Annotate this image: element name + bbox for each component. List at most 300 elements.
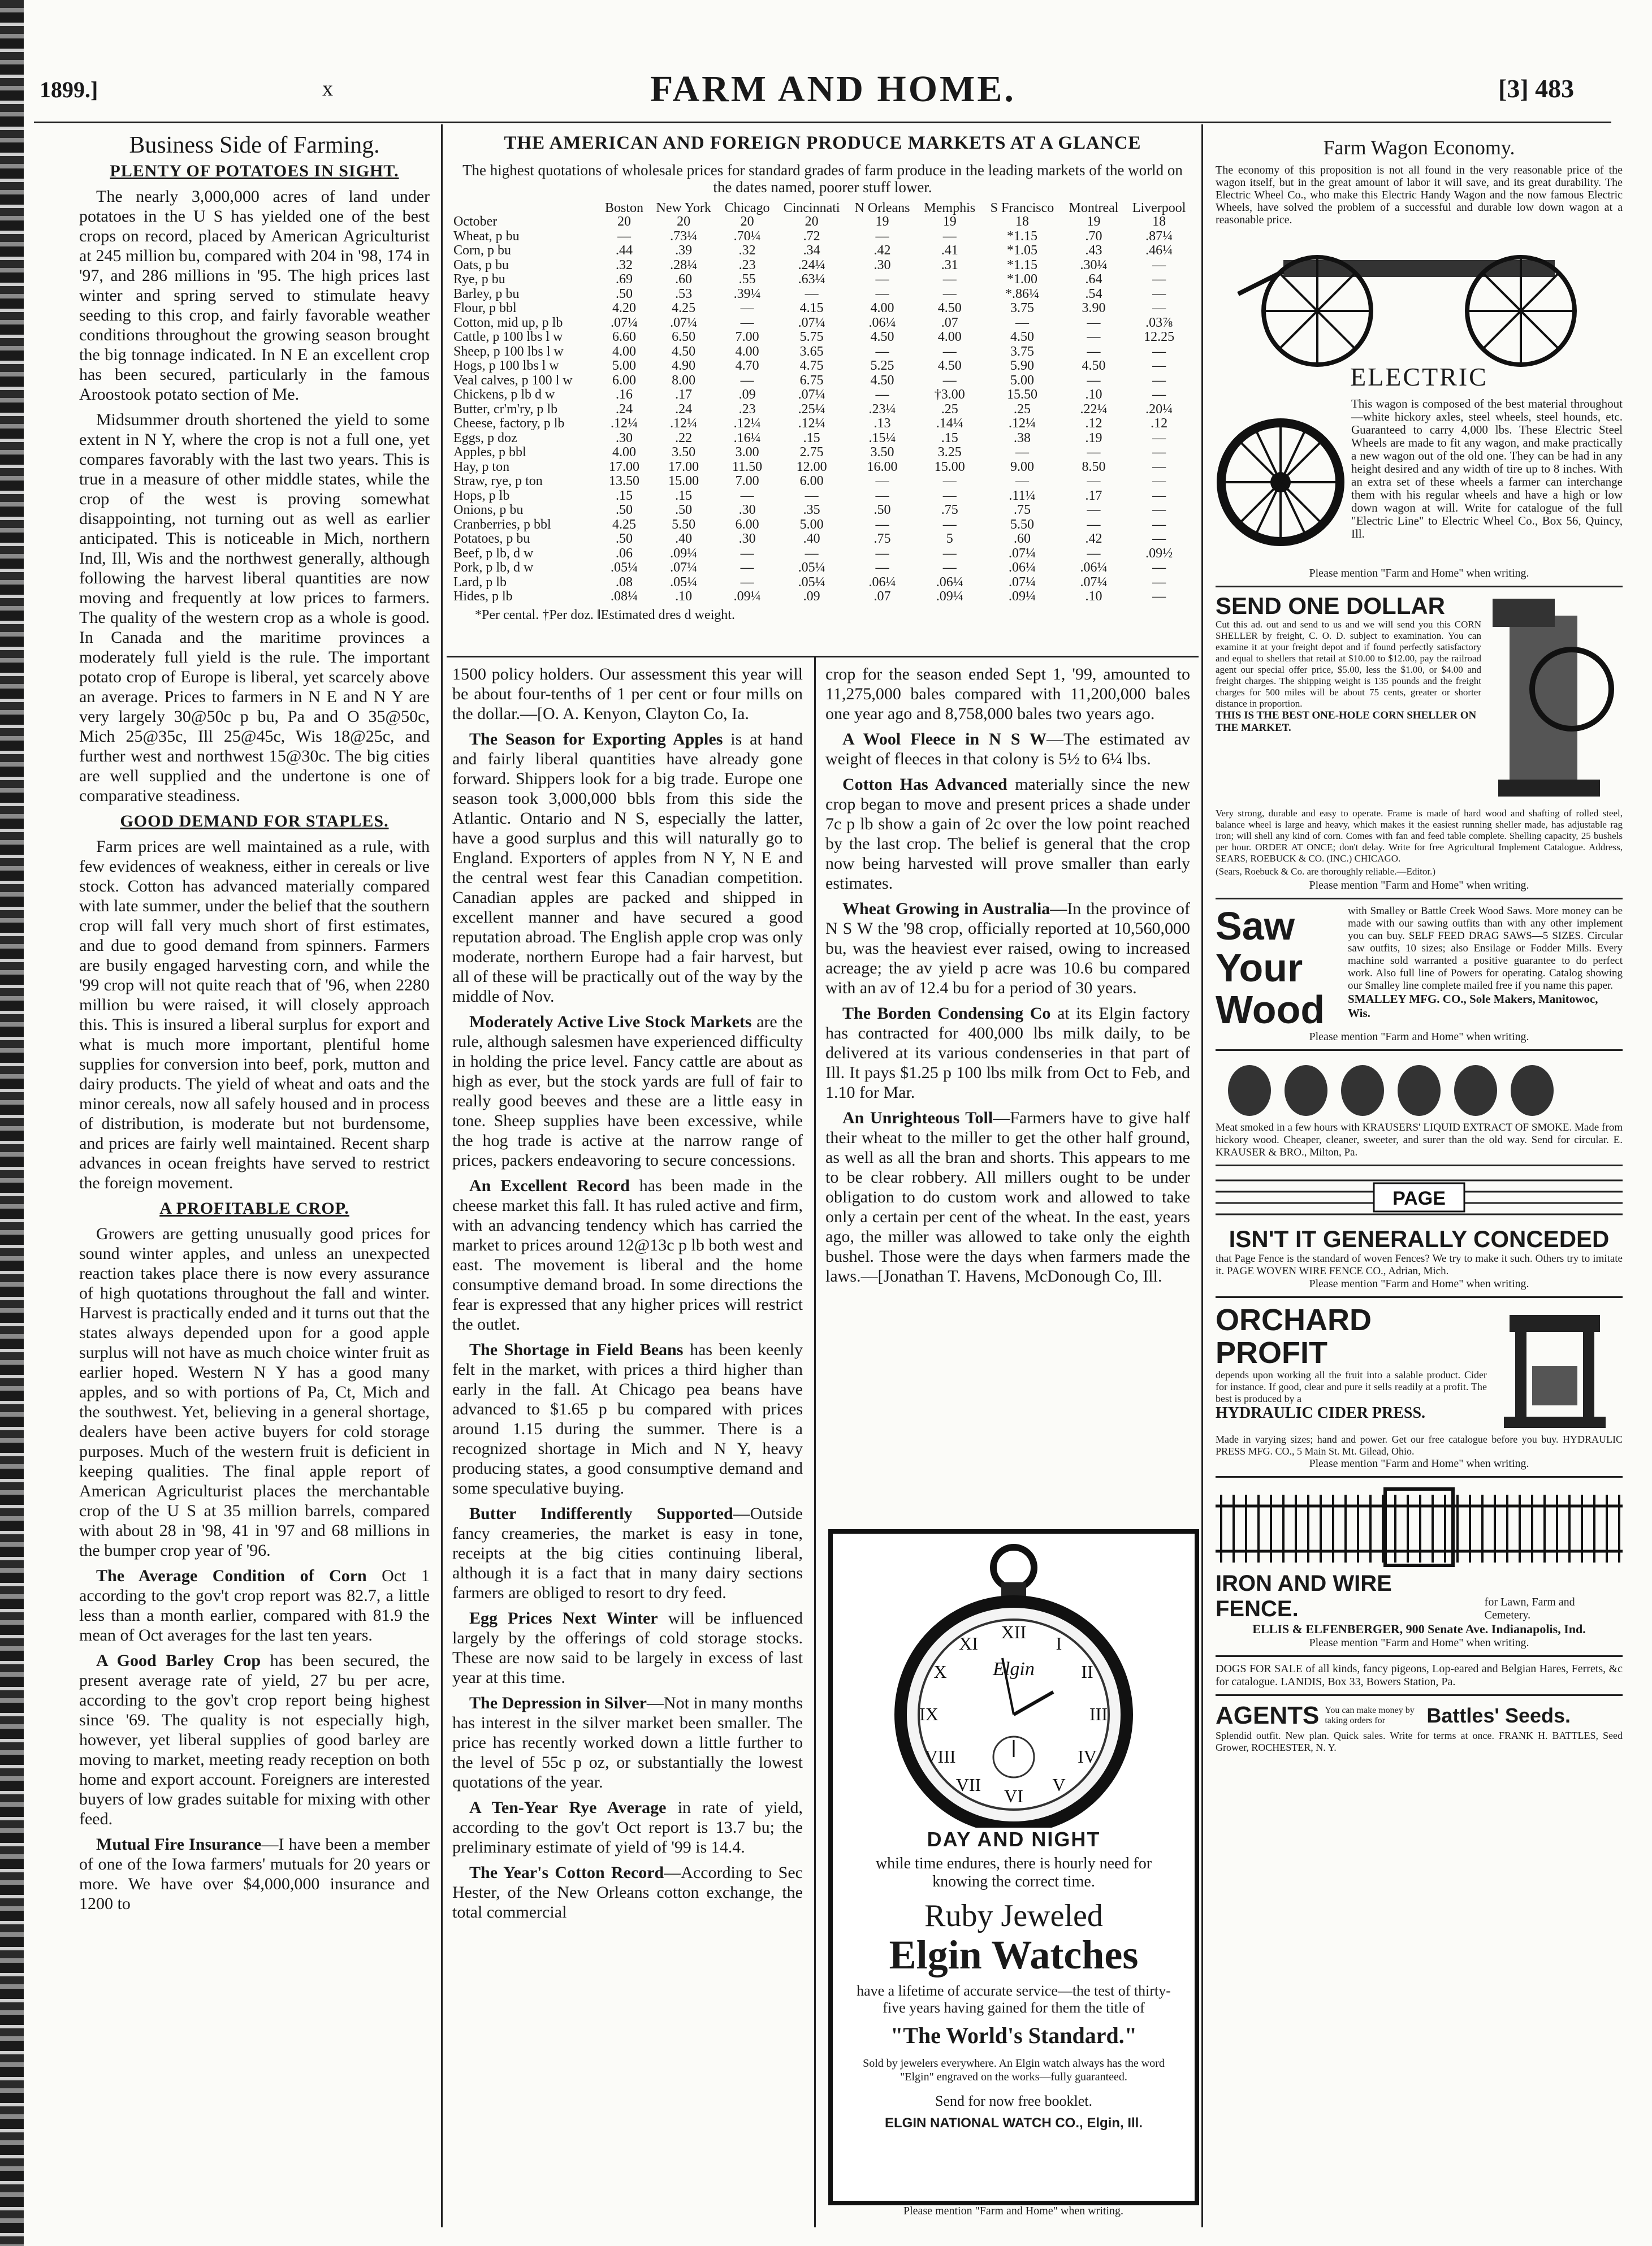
price-cell: — [942, 286, 957, 301]
paragraph-body: is at hand and fairly liberal quantities have already gone forward. Shippers look for a big trade. Europe one season took 3,000,000 bbls from this side the Atlantic. Ontario and N S, especially the latter, have a good surplus and this will naturally go to England. Exporters of apples from N Y, N E and the central west fear this Canadian competition. Canadian apples are packed and shipped in excellent manner and have secured a good reputation abroad. The English apple crop was only moderate, northern Europe had a fair harvest, but all of these will be practically out of the way by the middle of Nov. [452, 730, 803, 1006]
paragraph-body: has been keenly felt in the market, with prices a third higher than early in the fall. At Chicago pea beans have advanced to $1.65 p bu compared with prices around 1.15 during the summer. There is a recognized shortage in Mich and N Y, heavy producing states, a good consumptive demand and some speculative buying. [452, 1340, 803, 1498]
table-row [452, 417, 1193, 431]
article-paragraph [452, 729, 803, 1006]
svg-text:XI: XI [959, 1633, 978, 1654]
paragraph-lead: The Year's Cotton Record [469, 1863, 664, 1882]
price-cell: .53 [675, 286, 693, 301]
ad-divider [1216, 1165, 1623, 1166]
price-cell: 20 [740, 214, 754, 229]
price-cell: .25¼ [798, 401, 825, 417]
price-cell: †3.00 [934, 387, 965, 402]
price-cell: .30¼ [1080, 257, 1108, 272]
price-cell: — [740, 560, 754, 575]
price-cell: .50 [675, 503, 693, 517]
page-fence-label: PAGE [1392, 1188, 1446, 1209]
price-cell: .15 [803, 430, 820, 445]
table-row [452, 575, 1193, 590]
price-cell: .38 [1013, 430, 1031, 445]
price-cell: .07¼ [798, 315, 825, 330]
wagon-ad-text: The economy of this proposition is not all found in the very reasonable price of the wagon itself, but in the great amount of labor it will save, and its great durability. The Electric Wheel Co., who make this Electric Handy Wagon and the now famous Electric Wheels, have solved the problem of a successful and durable low down wagon at a reasonable price. [1216, 164, 1623, 226]
wagon-mention: Please mention "Farm and Home" when writing. [1309, 567, 1529, 579]
price-cell: .08 [616, 574, 633, 590]
price-cell: — [1152, 459, 1166, 474]
row-label: Corn, p bu [453, 243, 511, 258]
watch-dial-brand: Elgin [993, 1659, 1035, 1680]
price-cell: .24 [675, 401, 693, 417]
date-row [452, 215, 1193, 230]
row-label: Cheese, factory, p lb [453, 416, 565, 431]
svg-text:IV: IV [1078, 1746, 1097, 1767]
svg-text:VI: VI [1004, 1786, 1023, 1806]
orchard-mention: Please mention "Farm and Home" when writing. [1309, 1457, 1529, 1470]
table-row [452, 316, 1193, 331]
row-label: Barley, p bu [453, 286, 520, 301]
hams-illustration [1216, 1057, 1623, 1119]
price-cell: — [942, 344, 957, 359]
price-cell: .07¼ [1080, 574, 1108, 590]
table-row [452, 374, 1193, 388]
table-row [452, 330, 1193, 345]
ad-subheadline: while time endures, there is hourly need for knowing the correct time. [875, 1855, 1152, 1890]
price-cell: — [1152, 503, 1166, 517]
article-paragraph [452, 1608, 803, 1687]
price-cell: .23 [738, 401, 756, 417]
column-header-market: Liverpool [1132, 201, 1186, 215]
table-row [452, 359, 1193, 374]
price-cell: 8.50 [1082, 459, 1106, 474]
price-cell: .10 [1085, 387, 1102, 402]
price-cell: 8.00 [672, 373, 696, 388]
ad-divider [1216, 1049, 1623, 1051]
price-cell: .05¼ [798, 560, 825, 575]
table-row [452, 301, 1193, 316]
heading-potatoes: PLENTY OF POTATOES IN SIGHT. [110, 162, 399, 180]
price-cell: .60 [1013, 531, 1031, 546]
column-header-market: S Francisco [990, 201, 1054, 215]
price-cell: 6.75 [799, 373, 824, 388]
paragraph-lead: The Season for Exporting Apples [469, 730, 723, 748]
price-cell: 4.90 [672, 358, 696, 373]
table-row [452, 561, 1193, 575]
price-cell: — [1152, 430, 1166, 445]
iron-fence-illustration [1216, 1483, 1623, 1568]
price-cell: .24 [616, 401, 633, 417]
price-cell: — [1152, 589, 1166, 604]
column-header-market: N Orleans [854, 201, 910, 215]
price-cell: .50 [616, 531, 633, 546]
price-cell: — [740, 546, 754, 561]
svg-text:X: X [933, 1661, 947, 1682]
price-cell: — [740, 301, 754, 315]
article-paragraph [79, 1834, 430, 1914]
price-cell: 13.50 [609, 474, 639, 488]
price-cell: .06¼ [1080, 560, 1108, 575]
price-cell: 6.00 [735, 517, 759, 532]
iron-fence-company: ELLIS & ELFENBERGER, 900 Senate Ave. Indianapolis, Ind. [1252, 1622, 1586, 1636]
price-cell: — [875, 474, 889, 488]
price-cell: 6.00 [799, 474, 824, 488]
price-cell: .09¼ [1008, 589, 1036, 604]
price-cell: — [942, 228, 957, 244]
price-cell: — [1087, 315, 1101, 330]
row-label: Hogs, p 100 lbs l w [453, 358, 559, 373]
elgin-watch-ad [828, 1529, 1199, 2205]
ad-line2: Elgin Watches [889, 1932, 1139, 1977]
price-cell: .11¼ [1009, 488, 1036, 503]
row-label: October [453, 214, 498, 229]
article-paragraph [825, 1108, 1190, 1286]
wagon-brand: ELECTRIC [1350, 362, 1488, 391]
row-label: Butter, cr'm'ry, p lb [453, 401, 558, 417]
table-row [452, 590, 1193, 604]
price-cell: 4.50 [1082, 358, 1106, 373]
table-row [452, 388, 1193, 403]
paragraph-lead: The Borden Condensing Co [842, 1004, 1051, 1023]
ad-body: have a lifetime of accurate service—the test of thirty-five years having gained for them the title of [857, 1983, 1171, 2016]
ad-divider [1216, 586, 1623, 587]
price-cell: 4.00 [612, 445, 636, 460]
price-cell: 15.50 [1006, 387, 1037, 402]
price-cell: 4.50 [937, 301, 962, 315]
corn-sheller-ad-text-2: Very strong, durable and easy to operate. Frame is made of hard wood and shafting of rolled steel, balance wheel is large and heavy, which makes it the easiest running sheller made, has adjustable rag iron; will shell any kind of corn. Comes with fan and feed table complete. Shelling capacity, 25 bushels per hour. ORDER AT ONCE; don't delay. Write for free Agricultural Implement Catalogue. Address, SEARS, ROEBUCK & CO. (INC.) CHICAGO. [1216, 808, 1623, 864]
price-cell: *1.15 [1006, 257, 1037, 272]
price-cell: .06 [616, 546, 633, 561]
price-cell: 11.50 [732, 459, 763, 474]
row-label: Lard, p lb [453, 574, 507, 590]
price-cell: .17 [675, 387, 693, 402]
price-cell: — [1152, 373, 1166, 388]
price-cell: .41 [941, 243, 958, 258]
paragraph-lead: Butter Indifferently Supported [469, 1504, 733, 1523]
price-cell: .63¼ [798, 272, 825, 287]
price-cell: 4.50 [937, 358, 962, 373]
price-cell: .09 [803, 589, 820, 604]
price-cell: *1.15 [1006, 228, 1037, 244]
price-cell: — [942, 474, 957, 488]
saw-ad-company: SMALLEY MFG. CO., Sole Makers, Manitowoc, Wis. [1348, 992, 1598, 1020]
page-header [0, 45, 1652, 124]
svg-text:III: III [1089, 1704, 1108, 1724]
scan-edge-artifact [0, 0, 24, 2246]
price-cell: — [942, 373, 957, 388]
price-cell: 3.75 [1010, 301, 1034, 315]
price-cell: — [1152, 531, 1166, 546]
article-paragraph [452, 1176, 803, 1334]
price-cell: .20¼ [1145, 401, 1173, 417]
price-cell: 18 [1015, 214, 1029, 229]
price-cell: .16¼ [733, 430, 761, 445]
ad-line1: Ruby Jeweled [924, 1898, 1103, 1933]
paragraph-body: —Not in many months has interest in the silver market been smaller. The price has recently worked down a little further to the level of 55c p oz, or substantially the lowest quotations of the year. [452, 1694, 803, 1791]
table-row [452, 547, 1193, 561]
price-cell: .35 [803, 503, 820, 517]
price-cell: — [942, 560, 957, 575]
price-cell: — [805, 546, 819, 561]
column-header-market: Memphis [924, 201, 976, 215]
price-cell: 3.00 [735, 445, 759, 460]
table-row [452, 403, 1193, 417]
corn-sheller-ad-note: (Sears, Roebuck & Co. are thoroughly reliable.—Editor.) [1216, 866, 1436, 877]
paragraph-lead: Cotton Has Advanced [842, 775, 1007, 794]
price-cell: 5 [946, 531, 953, 546]
price-cell: .70 [1085, 228, 1102, 244]
paragraph-body: materially since the new crop began to move and present prices a shade under 7c p lb show a gain of 2c over the low point reached by the last crop. The belief is general that the crop now being harvested will prove smaller than early estimates. [825, 775, 1190, 893]
corn-sheller-ad-title: SEND ONE DOLLAR [1216, 592, 1446, 619]
price-cell: .08¼ [611, 589, 638, 604]
corn-sheller-mention: Please mention "Farm and Home" when writing. [1309, 879, 1529, 892]
svg-text:VIII: VIII [924, 1746, 956, 1767]
ad-divider [1216, 898, 1623, 899]
agents-ad-sub: You can make money by taking orders for [1325, 1706, 1415, 1725]
price-cell: .03⅞ [1145, 315, 1173, 330]
row-label: Pork, p lb, d w [453, 560, 534, 575]
row-label: Wheat, p bu [453, 228, 520, 244]
row-label: Beef, p lb, d w [453, 546, 534, 561]
orchard-ad-text-2: Made in varying sizes; hand and power. Get our free catalogue before you buy. HYDRAULIC PRESS MFG. CO., 5 Main St. Mt. Gilead, Ohio. [1216, 1434, 1623, 1457]
price-cell: .19 [1085, 430, 1102, 445]
price-cell: .70¼ [733, 228, 761, 244]
price-cell: .55 [738, 272, 756, 287]
price-cell: .40 [675, 531, 693, 546]
ad-divider [1216, 1694, 1623, 1696]
price-cell: — [1152, 344, 1166, 359]
price-cell: .07¼ [670, 315, 698, 330]
table-bottom-rule [447, 656, 1199, 657]
table-row [452, 272, 1193, 287]
section-title: Business Side of Farming. [129, 132, 380, 158]
price-cell: 7.00 [735, 474, 759, 488]
price-cell: .75 [1013, 503, 1031, 517]
price-cell: — [740, 574, 754, 590]
price-cell: 18 [1152, 214, 1166, 229]
paragraph-lead: Mutual Fire Insurance [96, 1835, 262, 1854]
saw-ad-headline: Saw Your Wood [1216, 904, 1325, 1032]
price-cell: .22¼ [1080, 401, 1108, 417]
price-cell: .24¼ [798, 257, 825, 272]
price-cell: — [1087, 517, 1101, 532]
paragraph-lead: A Wool Fleece in N S W [842, 730, 1047, 748]
price-cell: .12¼ [670, 416, 698, 431]
ad-booklet-offer: Send for now free booklet. [935, 2093, 1092, 2109]
table-intro: The highest quotations of wholesale prices for standard grades of farm produce in the leading markets of the world on the dates named, poorer stuff lower. [462, 162, 1183, 196]
paragraph-body: —According to Sec Hester, of the New Orleans cotton exchange, the total commercial [452, 1863, 803, 1922]
svg-text:I: I [1056, 1633, 1062, 1654]
row-label: Flour, p bbl [453, 301, 517, 315]
price-cell: .05¼ [798, 574, 825, 590]
article-paragraph: The nearly 3,000,000 acres of land under potatoes in the U S has yielded one of the best crops on record, placed by American Agriculturist at 245 million bu, compared with 204 in '98, 174 in '97, and 286 millions in '95. The high prices last winter and spring served to stimulate heavy seeding to this crop, and fairly favorable weather conditions throughout the growing season brought the big tonnage indicated. In N E an excellent crop has been secured, particularly in the famous Aroostook potato section of Me. [79, 187, 430, 404]
row-label: Chickens, p lb d w [453, 387, 555, 402]
price-cell: 4.00 [937, 330, 962, 344]
price-cell: .42 [1085, 531, 1102, 546]
agents-ad-title: AGENTS [1216, 1702, 1320, 1729]
paragraph-body: at its Elgin factory has contracted for 400,000 lbs milk daily, to be delivered at its various condenseries in that part of Ill. It pays $1.25 p 100 lbs milk from Oct to Feb, and 1.10 for Mar. [825, 1004, 1190, 1102]
row-label: Hay, p ton [453, 459, 510, 474]
price-cell: .46¼ [1145, 243, 1173, 258]
price-cell: — [805, 286, 819, 301]
iron-fence-mention: Please mention "Farm and Home" when writing. [1309, 1637, 1529, 1649]
wagon-ad-title: Farm Wagon Economy. [1323, 136, 1515, 159]
page-fence-title: ISN'T IT GENERALLY CONCEDED [1229, 1226, 1610, 1252]
article-paragraph [452, 1340, 803, 1498]
price-cell: .43 [1085, 243, 1102, 258]
column-header-market: Chicago [724, 201, 770, 215]
steel-wheel-illustration [1216, 397, 1346, 567]
table-body [452, 215, 1193, 604]
price-cell: — [1152, 445, 1166, 460]
price-cell: .09¼ [733, 589, 761, 604]
paragraph-body: has been secured, the present average rate of yield, 27 bu per acre, according to the gov't crop report being highest since '69. The quality is not especially high, however, yet liberal supplies of good barley are moving to market, meeting ready reception on both home and export account. Foreigners are interested buyers of low grades suitable for mixing with other feed. [79, 1651, 430, 1828]
price-cell: 19 [942, 214, 957, 229]
header-rule [34, 122, 1611, 123]
price-cell: 4.20 [612, 301, 636, 315]
paragraph-lead: A Ten-Year Rye Average [469, 1798, 667, 1817]
price-cell: .07¼ [1008, 546, 1036, 561]
price-cell: — [1152, 286, 1166, 301]
column-rule-3 [1201, 124, 1203, 2227]
column-2 [452, 664, 803, 1928]
price-cell: 2.75 [799, 445, 824, 460]
price-cell: .07¼ [670, 560, 698, 575]
fence-illustration [1216, 1172, 1623, 1223]
price-cell: — [875, 286, 889, 301]
table-row [452, 345, 1193, 360]
corn-sheller-ad-bold: THIS IS THE BEST ONE-HOLE CORN SHELLER ON THE MARKET. [1216, 709, 1477, 734]
iron-fence-sub: for Lawn, Farm and Cemetery. [1484, 1596, 1575, 1621]
price-cell: .54 [1085, 286, 1102, 301]
price-cell: 4.00 [870, 301, 894, 315]
article-paragraph [825, 1003, 1190, 1102]
price-cell: — [1015, 315, 1029, 330]
article-paragraph: Farm prices are well maintained as a rule, with few evidences of weakness, either in cereals or live stock. Cotton has advanced materially compared with late summer, under the belief that the southern crop will fall very much short of first estimates, and due to good demand from spinners. Farmers are busily engaged harvesting corn, and while the '99 crop will not quite reach that of '96, when 2280 million bu were raised, it will closely approach this. This is insured a liberal surplus for export and what is much more important, plentiful home supplies for conversion into beef, pork, mutton and dairy products. The yield of wheat and oats and the minor cereals, now all safely housed and in process of distribution, is moderate but not burdensome, and prices are fairly well maintained. Recent sharp advances in ocean freights have served to restrict the foreign movement. [79, 837, 430, 1192]
row-label: Onions, p bu [453, 503, 524, 517]
price-cell: 4.70 [735, 358, 759, 373]
row-label: Cotton, mid up, p lb [453, 315, 563, 330]
price-cell: — [875, 344, 889, 359]
price-cell: — [1087, 445, 1101, 460]
price-cell: .23¼ [868, 401, 896, 417]
header-mark: x [322, 77, 333, 101]
price-cell: 15.00 [668, 474, 699, 488]
price-cell: .25 [1013, 401, 1031, 417]
row-label: Oats, p bu [453, 257, 509, 272]
article-paragraph [452, 1863, 803, 1922]
price-cell: 5.90 [1010, 358, 1034, 373]
price-cell: .39 [675, 243, 693, 258]
price-cell: .31 [941, 257, 958, 272]
table-row [452, 503, 1193, 518]
price-cell: .30 [738, 531, 756, 546]
price-cell: .07 [941, 315, 958, 330]
article-paragraph [452, 1504, 803, 1603]
price-cell: — [1087, 546, 1101, 561]
paragraph-body: in rate of yield, according to the gov't Oct report is 13.7 bu; the preliminary estimate of yield of '99 is 14.4. [452, 1798, 803, 1856]
price-cell: — [875, 488, 889, 503]
price-cell: — [875, 387, 889, 402]
column-header-market: New York [656, 201, 711, 215]
price-cell: .25 [941, 401, 958, 417]
price-cell: .60 [675, 272, 693, 287]
price-cell: 9.00 [1010, 459, 1034, 474]
ad-company: ELGIN NATIONAL WATCH CO., Elgin, Ill. [885, 2115, 1143, 2131]
price-cell: — [1152, 560, 1166, 575]
row-label: Veal calves, p 100 l w [453, 373, 573, 388]
price-cell: 16.00 [867, 459, 898, 474]
table-row [452, 230, 1193, 244]
price-cell: .15¼ [868, 430, 896, 445]
column-header-market: Cincinnati [783, 201, 840, 215]
produce-markets-table-block [452, 133, 1193, 623]
price-cell: 20 [617, 214, 631, 229]
price-cell: .13 [873, 416, 891, 431]
price-cell: .50 [616, 503, 633, 517]
paragraph-body: Oct 1 according to the gov't crop report was 82.7, a little less than a month earlier, compared with 81.9 the mean of Oct averages for the last ten years. [79, 1566, 430, 1645]
ad-quote: "The World's Standard." [890, 2023, 1137, 2048]
price-cell: 5.00 [799, 517, 824, 532]
table-row [452, 287, 1193, 302]
article-paragraph [452, 1798, 803, 1857]
wagon-illustration [1216, 226, 1623, 373]
price-cell: .22 [675, 430, 693, 445]
paragraph-body: —I have been a member of one of the Iowa farmers' mutuals for 20 years or more. We have over $4,000,000 insurance and 1200 to [79, 1835, 430, 1913]
price-cell: — [1152, 517, 1166, 532]
price-cell: .34 [803, 243, 820, 258]
paragraph-lead: An Unrighteous Toll [842, 1109, 993, 1127]
price-cell: — [875, 272, 889, 287]
price-cell: — [875, 546, 889, 561]
paragraph-lead: An Excellent Record [469, 1176, 630, 1195]
svg-text:V: V [1052, 1775, 1066, 1795]
column-header-market: Boston [605, 201, 644, 215]
row-label: Rye, p bu [453, 272, 505, 287]
price-cell: .12¼ [798, 416, 825, 431]
paragraph-body: has been made in the cheese market this fall. It has ruled active and firm, with an advancing tendency which has carried the market to prices around 12@13c p lb both west and east. The movement is liberal and the home consumptive demand broad. In some directions the fear is expressed that any higher prices will restrict the outlet. [452, 1176, 803, 1334]
price-cell: .30 [616, 430, 633, 445]
price-cell: — [942, 517, 957, 532]
article-paragraph [79, 1651, 430, 1829]
price-cell: .17 [1085, 488, 1102, 503]
price-cell: 6.00 [612, 373, 636, 388]
price-cell: 4.00 [735, 344, 759, 359]
price-cell: 15.00 [934, 459, 965, 474]
page-fence-mention: Please mention "Farm and Home" when writing. [1309, 1278, 1529, 1290]
price-cell: — [1087, 344, 1101, 359]
smoke-ad-text: Meat smoked in a few hours with KRAUSERS' LIQUID EXTRACT OF SMOKE. Made from hickory wood. Cheaper, cleaner, sweeter, and surer than the old way. Send for circular. E. KRAUSER & BRO., Milton, Pa. [1216, 1122, 1623, 1158]
paragraph-body: —In the province of N S W the '98 crop, officially reported at 10,560,000 bu, was the heaviest ever raised, owing to increased acreage; the av yield p acre was 10.6 bu compared with an av of 12.4 bu for a period of 30 years. [825, 899, 1190, 997]
svg-text:IX: IX [919, 1704, 939, 1724]
price-cell: .06¼ [868, 574, 896, 590]
row-label: Hides, p lb [453, 589, 513, 604]
price-cell: — [1015, 445, 1029, 460]
row-label: Potatoes, p bu [453, 531, 530, 546]
price-cell: .05¼ [611, 560, 638, 575]
price-cell: — [617, 228, 631, 244]
table-row [452, 489, 1193, 504]
article-paragraph: Midsummer drouth shortened the yield to some extent in N Y, where the crop is not a full one, yet compares favorably with the last two years. This is true in a measure of other middle states, while the crop of the west is proving somewhat disappointing, not turning out as well as earlier anticipated. This is noticeable in Mich, northern Ind, Ill, Wis and the northwest generally, although following the harvest liberal quantities are now moving and frequently at low prices to farmers. The quality of the western crop as a whole is good. In Canada and the maritime provinces a moderately full yield is the rule. The important potato crop of Europe is liberal, yet scarcely above an average. Prices to farmers in N E and N Y are very largely 30@50c p bu, Pa and O 35@50c, Mich 25@35c, Ill 25@45c, Wis 18@25c, and further west and northwest 15@30c. The big cities are well supplied and the undertone is one of comparative steadiness. [79, 410, 430, 805]
price-cell: — [1152, 301, 1166, 315]
price-cell: .72 [803, 228, 820, 244]
price-cell: .12¼ [1008, 416, 1036, 431]
price-cell: — [1087, 330, 1101, 344]
price-cell: — [1087, 474, 1101, 488]
price-cell: .16 [616, 387, 633, 402]
price-cell: .10 [675, 589, 693, 604]
price-cell: 20 [677, 214, 691, 229]
article-paragraph: crop for the season ended Sept 1, '99, amounted to 11,275,000 bales compared with 11,200,000 bales one year ago and 8,758,000 bales two years ago. [825, 665, 1190, 723]
price-cell: 4.50 [1010, 330, 1034, 344]
row-label: Cattle, p 100 lbs l w [453, 330, 563, 344]
article-paragraph [452, 1693, 803, 1792]
price-cell: .10 [1085, 589, 1102, 604]
